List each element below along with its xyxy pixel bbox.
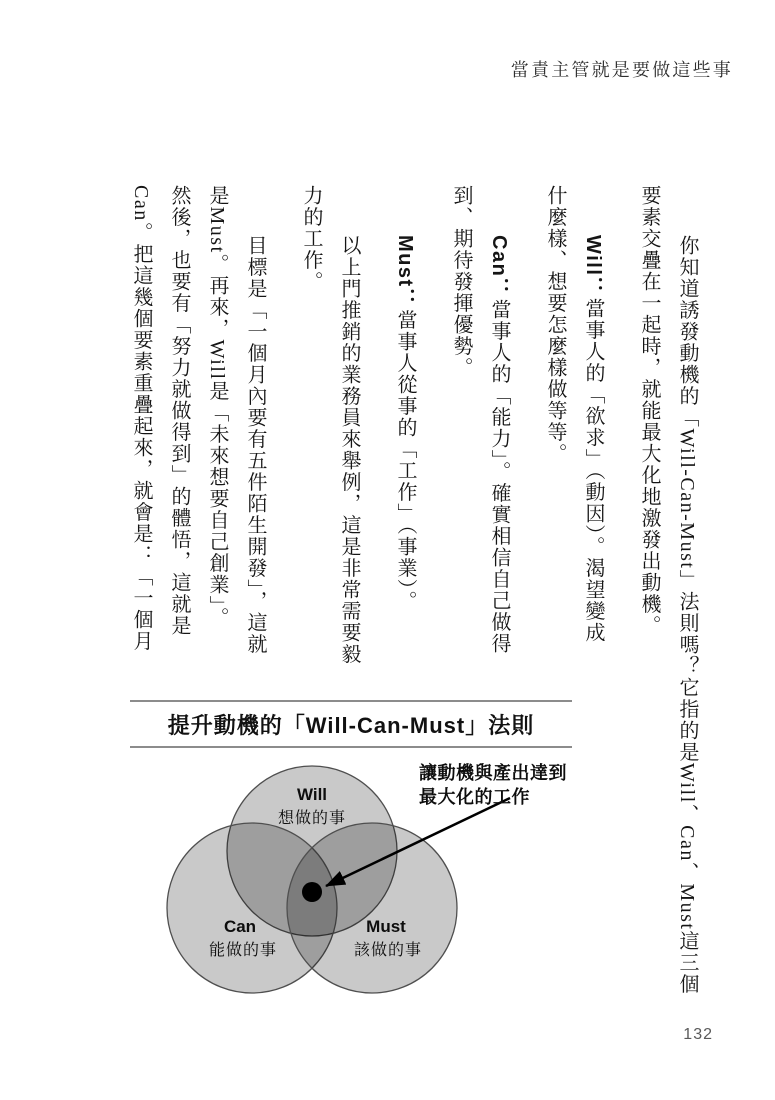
annotation-text-line1: 讓動機與產出達到 [419, 763, 567, 783]
text-column: Can：當事人的「能力」。確實相信自己做得 [488, 235, 510, 655]
center-dot [302, 882, 322, 902]
page-number: 132 [683, 1026, 713, 1043]
bold-term: Can： [488, 235, 510, 299]
text-column: 要素交疊在一起時，就能最大化地激發出動機。 [638, 185, 660, 637]
text-column: 什麼樣、想要怎麼樣做等等。 [544, 185, 566, 465]
venn-sublabel-will: 想做的事 [277, 810, 347, 827]
bold-term: Will： [582, 235, 604, 298]
venn-label-will: Will [296, 785, 328, 804]
text-column: 是Must。再來，Will是「未來想要自己創業」。 [206, 185, 228, 629]
text-column: Can。把這幾個要素重疊起來，就會是：「一個月 [130, 185, 152, 652]
text-column: 以上門推銷的業務員來舉例，這是非常需要毅 [338, 235, 360, 665]
text-column: 到、期待發揮優勢。 [450, 185, 472, 379]
text-column: 目標是「一個月內要有五件陌生開發」，這就 [244, 235, 266, 655]
figure-title: 提升動機的「Will-Can-Must」法則 [130, 700, 572, 748]
text-column: 然後，也要有「努力就做得到」的體悟，這就是 [168, 185, 190, 637]
running-head: 當責主管就是要做這些事 [510, 60, 733, 80]
text-column: 力的工作。 [300, 185, 322, 293]
text-column: Must：當事人從事的「工作」（事業）。 [394, 235, 416, 612]
venn-sublabel-can: 能做的事 [208, 942, 278, 959]
venn-label-must: Must [366, 917, 406, 936]
venn-label-can: Can [223, 917, 257, 936]
venn-circle-must [287, 823, 457, 993]
text-column: 你知道誘發動機的「Will-Can-Must」法則嗎？它指的是Will、Can、Must這三個 [676, 235, 698, 995]
venn-diagram [130, 752, 590, 1022]
venn-sublabel-must: 該做的事 [353, 942, 423, 959]
bold-term: Must： [394, 235, 416, 310]
annotation-text-line2: 最大化的工作 [419, 787, 530, 807]
text-column: Will：當事人的「欲求」（動因）。渴望變成 [582, 235, 604, 644]
